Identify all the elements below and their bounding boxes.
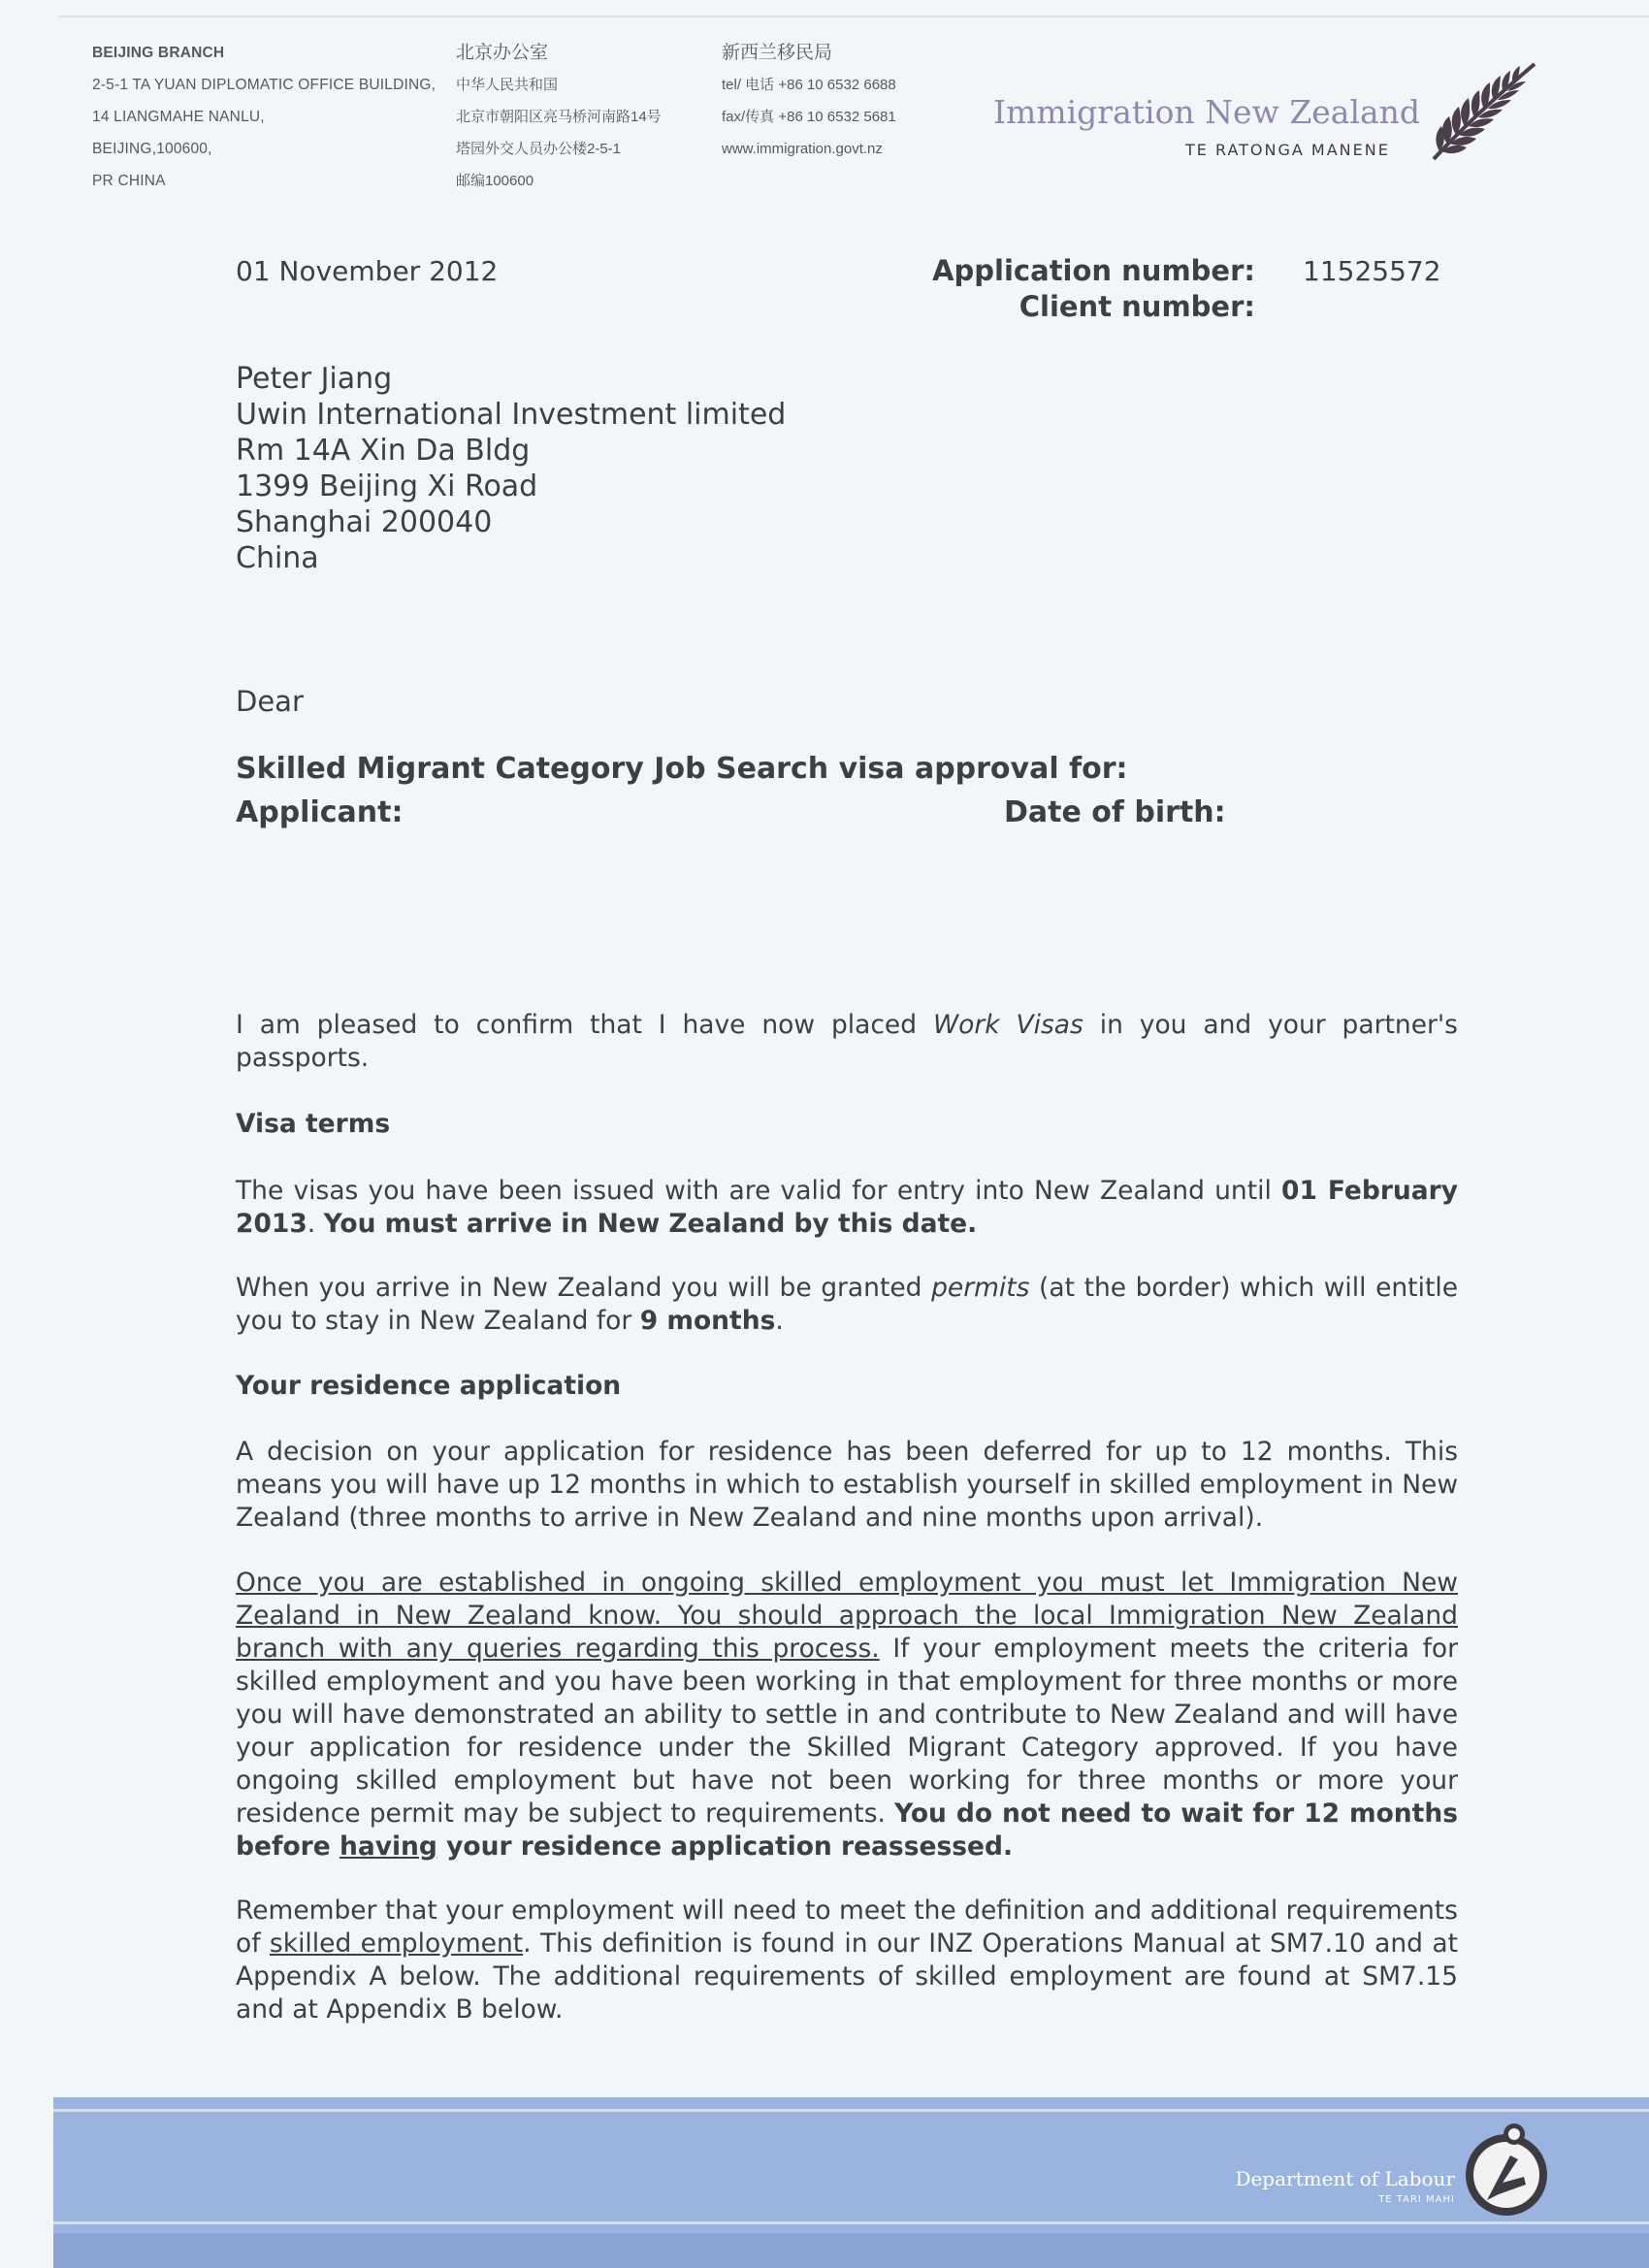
applicant-label: Applicant: — [236, 795, 404, 829]
recipient-country: China — [236, 541, 319, 575]
residence-heading: Your residence application — [236, 1371, 622, 1401]
department-subtitle: TE TARI MAHI — [1378, 2194, 1455, 2205]
address-line-cn: 塔园外交人员办公楼2-5-1 — [456, 141, 622, 157]
address-line-cn: 邮编100600 — [456, 173, 534, 189]
brand-name: Immigration New Zealand — [993, 93, 1421, 131]
recipient-company: Uwin International Investment limited — [236, 398, 787, 432]
recipient-address-line: Rm 14A Xin Da Bldg — [236, 434, 531, 468]
branch-address-english — [92, 37, 436, 197]
brand-subtitle: TE RATONGA MANENE — [1185, 141, 1390, 159]
silver-fern-icon — [1426, 58, 1542, 165]
footer-stripe — [53, 2221, 1649, 2224]
address-line: BEIJING,100600, — [92, 141, 212, 157]
employment-paragraph: Once you are established in ongoing skilled employment you must let Immigration New Zealand in New Zealand know. You should approach the local Immigration New Zealand branch with any queries regarding this process. If your employment meets the criteria for skilled employment and you have been working in that employment for three months or more you will have demonstrated an ability to settle in and contribute to New Zealand and will have your application for residence under the Skilled Migrant Category approved. If you have ongoing skilled employment but have not been working for three months or more your residence permit may be subject to requirements. You do not need to wait for 12 months before having your residence application reassessed. — [236, 1568, 1459, 1862]
department-of-labour-logo-icon — [1460, 2115, 1553, 2223]
permit-paragraph: When you arrive in New Zealand you will be granted permits (at the border) which will entitle you to stay in New Zealand for 9 months. — [236, 1273, 1458, 1336]
deferral-paragraph: A decision on your application for residence has been deferred for up to 12 months. This means you will have up 12 months in which to establish yourself in skilled employment in New Zealand (three months to arrive in New Zealand and nine months upon arrival). — [236, 1437, 1458, 1533]
address-line: PR CHINA — [92, 173, 166, 189]
salutation: Dear — [236, 685, 304, 718]
telephone: tel/ 电话 +86 10 6532 6688 — [722, 77, 896, 93]
branch-address-chinese — [456, 37, 662, 197]
letter-subject: Skilled Migrant Category Job Search visa approval for: — [236, 752, 1128, 786]
agency-name-cn: 新西兰移民局 — [722, 43, 833, 63]
website: www.immigration.govt.nz — [722, 141, 883, 157]
visa-validity-paragraph: The visas you have been issued with are valid for entry into New Zealand until 01 February 2013. You must arrive in New Zealand by this date. — [236, 1176, 1458, 1239]
intro-paragraph: I am pleased to confirm that I have now placed Work Visas in you and your partner's passports. — [236, 1010, 1458, 1073]
visa-terms-heading: Visa terms — [236, 1109, 391, 1139]
contact-details — [722, 37, 896, 165]
footer-band — [53, 2097, 1649, 2268]
address-line-cn: 北京市朝阳区亮马桥河南路14号 — [456, 109, 662, 125]
recipient-name: Peter Jiang — [236, 362, 393, 396]
footer-lower-band — [53, 2233, 1649, 2268]
recipient-address-line: 1399 Beijing Xi Road — [236, 470, 538, 503]
address-line: 2-5-1 TA YUAN DIPLOMATIC OFFICE BUILDING, — [92, 77, 436, 93]
application-number-label: Application number: — [932, 254, 1255, 287]
date-of-birth-label: Date of birth: — [1004, 795, 1226, 829]
footer-stripe — [53, 2109, 1649, 2112]
application-number: 11525572 — [1303, 255, 1441, 287]
top-divider — [58, 16, 1649, 17]
department-name: Department of Labour — [1235, 2167, 1455, 2190]
address-line-cn: 中华人民共和国 — [456, 77, 559, 93]
branch-name-cn: 北京办公室 — [456, 43, 549, 63]
address-line: 14 LIANGMAHE NANLU, — [92, 109, 265, 125]
skilled-employment-paragraph: Remember that your employment will need to meet the definition and additional requirements of skilled employment. This definition is found in our INZ Operations Manual at SM7.10 and at Appendix A below. The additional requirements of skilled employment are found at SM7.15 and at Appendix B below. — [236, 1895, 1458, 2025]
client-number-label: Client number: — [1018, 290, 1255, 323]
recipient-address-line: Shanghai 200040 — [236, 505, 493, 539]
letter-date: 01 November 2012 — [236, 255, 499, 287]
fax: fax/传真 +86 10 6532 5681 — [722, 109, 896, 125]
recipient-address — [236, 361, 786, 576]
branch-name: BEIJING BRANCH — [92, 45, 225, 61]
